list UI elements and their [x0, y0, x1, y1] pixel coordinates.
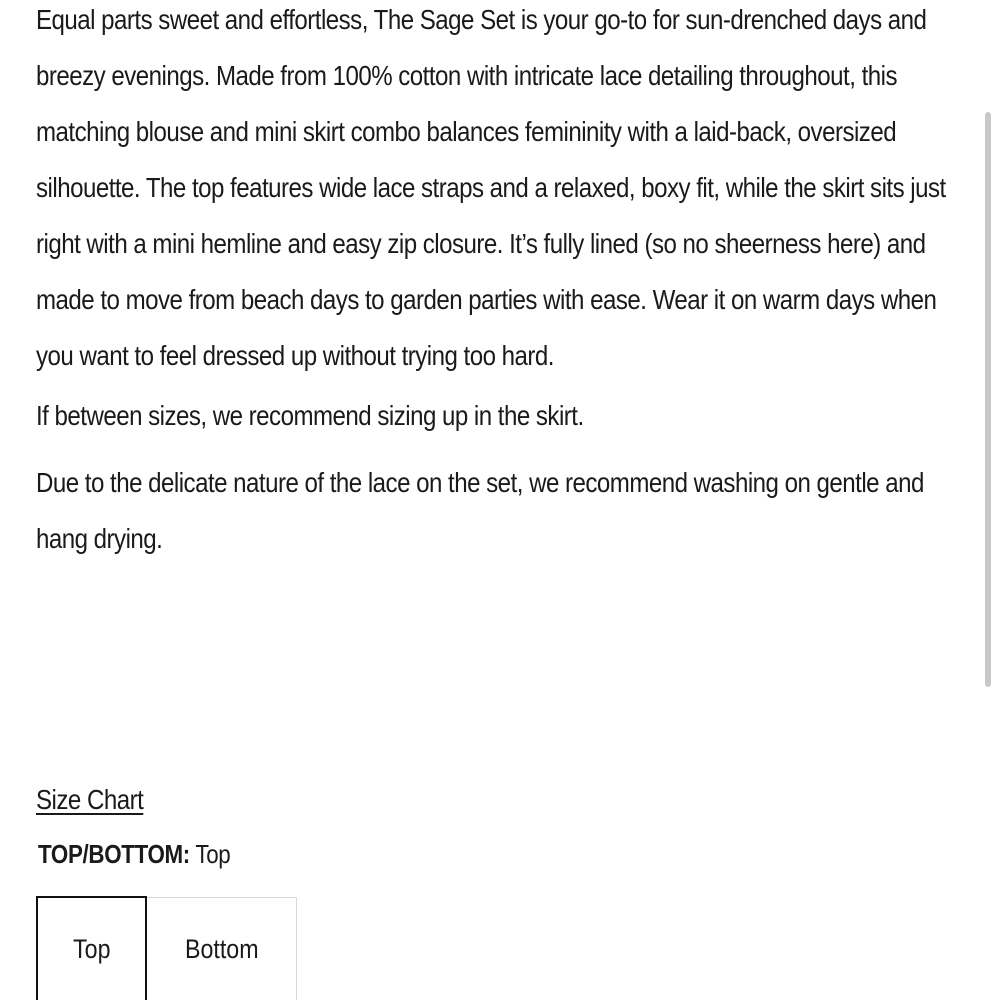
option-top-button[interactable]	[36, 896, 147, 1000]
option-bottom-button[interactable]	[147, 897, 297, 1000]
description-paragraph: Equal parts sweet and effortless, The Sage Set is your go-to for sun-drenched days and breezy evenings. Made from 100% cotton with intricate lace detailing throughout, this matching blouse and mini skirt combo balances femininity with a laid-back, oversized silhouette. The top features wide lace straps and a relaxed, boxy fit, while the skirt sits just right with a mini hemline and easy zip closure. It’s fully lined (so no sheerness here) and made to move from beach days to garden parties with ease. Wear it on warm days when you want to feel dressed up without trying too hard.	[36, 4, 946, 371]
sizing-note: If between sizes, we recommend sizing up in the skirt.	[36, 400, 584, 431]
option-top-label: Top	[72, 934, 111, 964]
variant-selected-value: Top	[195, 839, 231, 869]
variant-label	[38, 836, 230, 872]
scrollbar-thumb[interactable]	[985, 112, 991, 687]
variant-label-key: TOP/BOTTOM:	[38, 839, 190, 869]
care-note: Due to the delicate nature of the lace on the set, we recommend washing on gentle and hang drying.	[36, 467, 924, 554]
variant-options	[36, 896, 297, 1000]
product-description	[36, 0, 966, 567]
option-bottom-label: Bottom	[184, 934, 259, 964]
size-chart-link[interactable]: Size Chart	[36, 784, 144, 815]
